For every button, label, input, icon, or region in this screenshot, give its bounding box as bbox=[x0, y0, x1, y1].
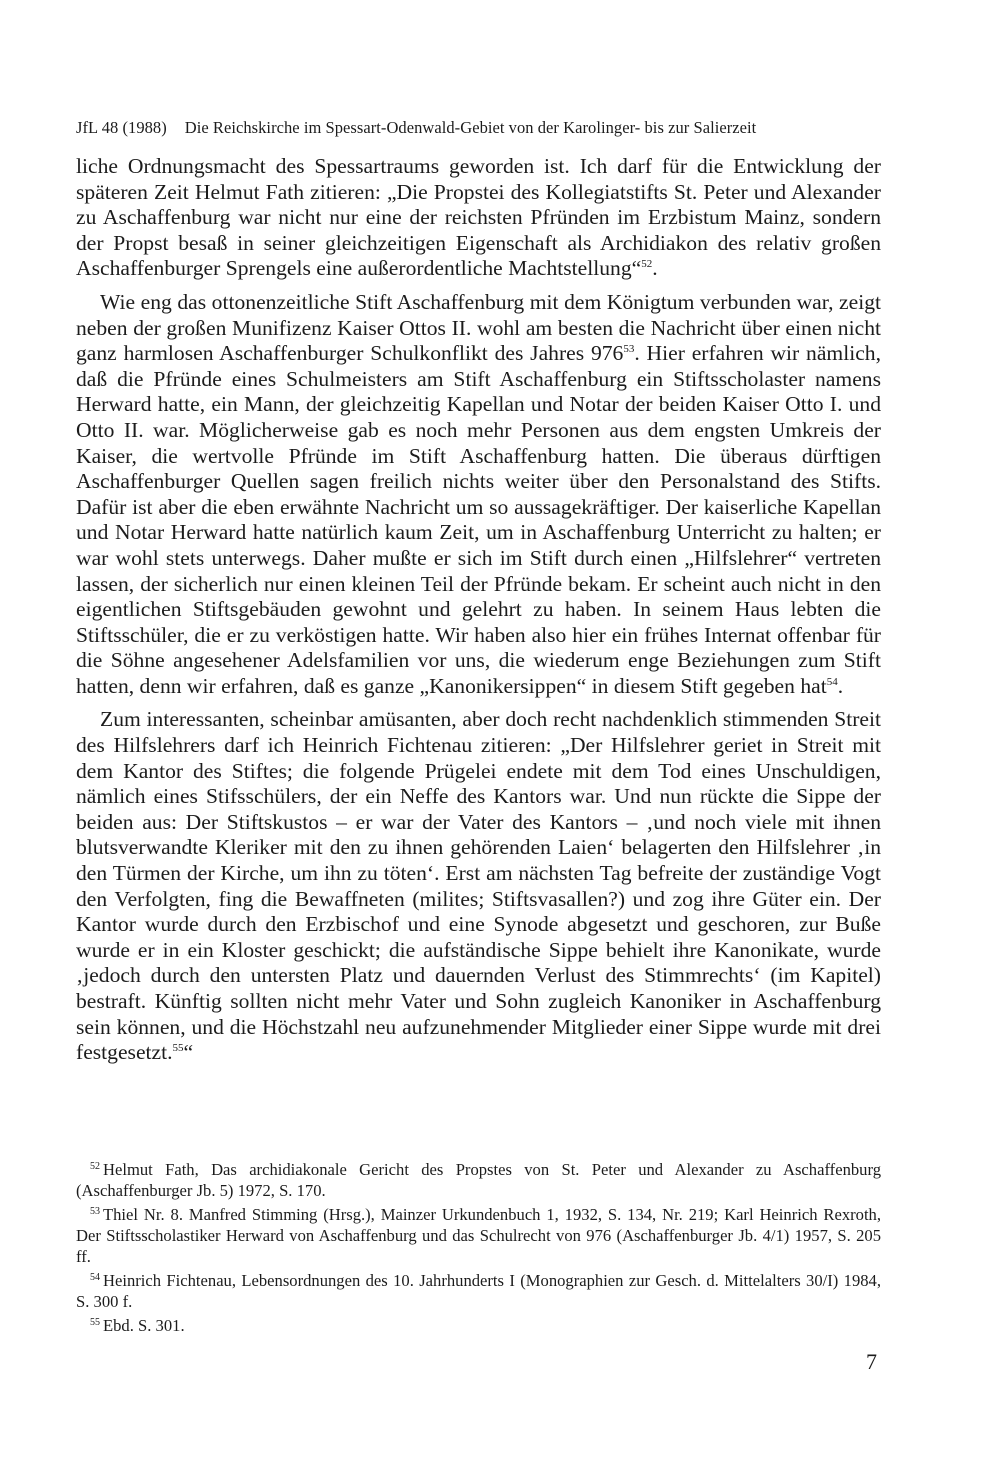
body-text bbox=[76, 154, 881, 1066]
paragraph-1-end: . bbox=[652, 256, 658, 281]
paragraph-2-text-a: Wie eng das ottonenzeitliche Stift Aschaffenburg mit dem Königtum verbunden war, zeigt neben der großen Munifizenz Kaiser Ottos II. wohl am besten die Nachricht über einen nicht ganz harmlosen Aschaffenburger Schulkonflikt des Jahres 976 bbox=[76, 289, 881, 366]
footnote-53 bbox=[76, 1204, 881, 1267]
footnote-ref-54[interactable]: 54 bbox=[826, 675, 838, 688]
page-number: 7 bbox=[866, 1349, 877, 1374]
paragraph-2 bbox=[76, 290, 881, 700]
running-head bbox=[76, 118, 926, 138]
footnote-mark: 53 bbox=[90, 1206, 100, 1217]
paragraph-3-end: “ bbox=[183, 1040, 194, 1065]
footnote-mark: 55 bbox=[90, 1317, 100, 1328]
running-head-title: Die Reichskirche im Spessart-Odenwald-Gebiet von der Karolinger- bis zur Salierzeit bbox=[184, 118, 757, 137]
paragraph-3-text: Zum interessanten, scheinbar amüsanten, aber doch recht nachdenklich stimmenden Streit des Hilfslehrers darf ich Heinrich Fichtenau zitieren: „Der Hilfslehrer geriet in Streit mit dem Kantor des Stiftes; die folgende Prügelei endete mit dem Tod eines Unschuldigen, nämlich eines Stifsschülers, der ein Neffe des Kantors war. Und nun rückte die Sippe der beiden aus: Der Stiftskustos – er war der Vater des Kantors – ‚und noch viele mit ihnen blutsverwandte Kleriker mit den zu ihnen gehörenden Laien‘ belagerten den Hilfslehrer ‚in den Türmen der Kirche, um ihn zu töten‘. Erst am nächsten Tag befreite der zuständige Vogt den Verfolgten, fing die Bewaffneten (milites; Stiftsvasallen?) und zog ihre Güter ein. Der Kantor wurde durch den Erzbischof und eine Synode abgesetzt und geschoren, zur Buße wurde er in ein Kloster geschickt; die aufständische Sippe behielt ihre Kanonikate, wurde ‚jedoch durch den untersten Platz und dauernden Verlust des Stimmrechts‘ (im Kapitel) bestraft. Künftig sollten nicht mehr Vater und Sohn zugleich Kanoniker in Aschaffenburg sein können, und die Höchstzahl neu aufzunehmender Mitglieder einer Sippe wurde mit drei festgesetzt. bbox=[76, 707, 881, 1065]
footnote-ref-55[interactable]: 55 bbox=[172, 1042, 184, 1055]
footnote-mark: 54 bbox=[90, 1272, 100, 1283]
paragraph-1 bbox=[76, 154, 881, 282]
paragraph-2-end: . bbox=[837, 673, 844, 698]
footnote-52 bbox=[76, 1159, 881, 1201]
footnote-ref-52[interactable]: 52 bbox=[641, 258, 653, 271]
paragraph-3 bbox=[76, 707, 881, 1065]
paragraph-2-text-b: . Hier erfahren wir nämlich, daß die Pfründe eines Schulmeisters am Stift Aschaffenburg ein Stiftsscholaster namens Herward hatte, ein Mann, der gleichzeitig Kapellan und Notar der beiden Kaiser Otto I. und Otto II. war. Möglicherweise gab es noch mehr Personen aus dem engsten Umkreis der Kaiser, die wertvolle Pfründe im Stift Aschaffenburg hatten. Die überaus dürftigen Aschaffenburger Quellen sagen freilich nichts weiter über den Personalstand des Stifts. Dafür ist aber die eben erwähnte Nachricht um so aussagekräftiger. Der kaiserliche Kapellan und Notar Herward hatte natürlich kaum Zeit, um in Aschaffenburg Unterricht zu halten; er war wohl stets unterwegs. Daher mußte er sich im Stift durch einen „Hilfslehrer“ vertreten lassen, der sicherlich nur einen kleinen Teil der Pfründe bekam. Er scheint auch nicht in den eigentlichen Stiftsgebäuden gewohnt und gelehrt zu haben. In seinem Haus lebten die Stiftsschüler, die er zu verköstigen hatte. Wir haben also hier ein frühes Internat offenbar für die Söhne angesehener Adelsfamilien vor uns, die wiederum enge Beziehungen zum Stift hatten, denn wir erfahren, daß es ganze „Kanonikersippen“ in diesem Stift gegeben hat bbox=[76, 341, 881, 698]
footnotes bbox=[76, 1159, 881, 1339]
journal-citation: JfL 48 (1988) bbox=[76, 118, 167, 137]
paragraph-1-text: liche Ordnungsmacht des Spessartraums geworden ist. Ich darf für die Entwicklung der späteren Zeit Helmut Fath zitieren: „Die Propstei des Kollegiatstifts St. Peter und Alexander zu Aschaffenburg war nicht nur eine der reichsten Pfründen im Erzbistum Mainz, sondern der Propst besaß in seiner gleichzeitigen Eigenschaft als Archidiakon des relativ großen Aschaffenburger Sprengels eine außerordentliche Machtstellung“ bbox=[76, 154, 881, 281]
footnote-mark: 52 bbox=[90, 1161, 100, 1172]
footnote-54 bbox=[76, 1270, 881, 1312]
footnote-text: Helmut Fath, Das archidiakonale Gericht des Propstes von St. Peter und Alexander zu Aschaffenburg (Aschaffenburger Jb. 5) 1972, S. 170. bbox=[76, 1160, 881, 1200]
footnote-text: Thiel Nr. 8. Manfred Stimming (Hrsg.), Mainzer Urkundenbuch 1, 1932, S. 134, Nr. 219; Karl Heinrich Rexroth, Der Stiftsscholastiker Herward von Aschaffenburg und das Schulrecht von 976 (Aschaffenburger Jb. 4/1) 1957, S. 205 ff. bbox=[76, 1205, 881, 1266]
footnote-ref-53[interactable]: 53 bbox=[623, 343, 635, 356]
footnote-text: Heinrich Fichtenau, Lebensordnungen des 10. Jahrhunderts I (Monographien zur Gesch. d. Mittelalters 30/I) 1984, S. 300 f. bbox=[76, 1271, 881, 1311]
footnote-55 bbox=[76, 1315, 881, 1336]
footnote-text: Ebd. S. 301. bbox=[103, 1316, 185, 1335]
